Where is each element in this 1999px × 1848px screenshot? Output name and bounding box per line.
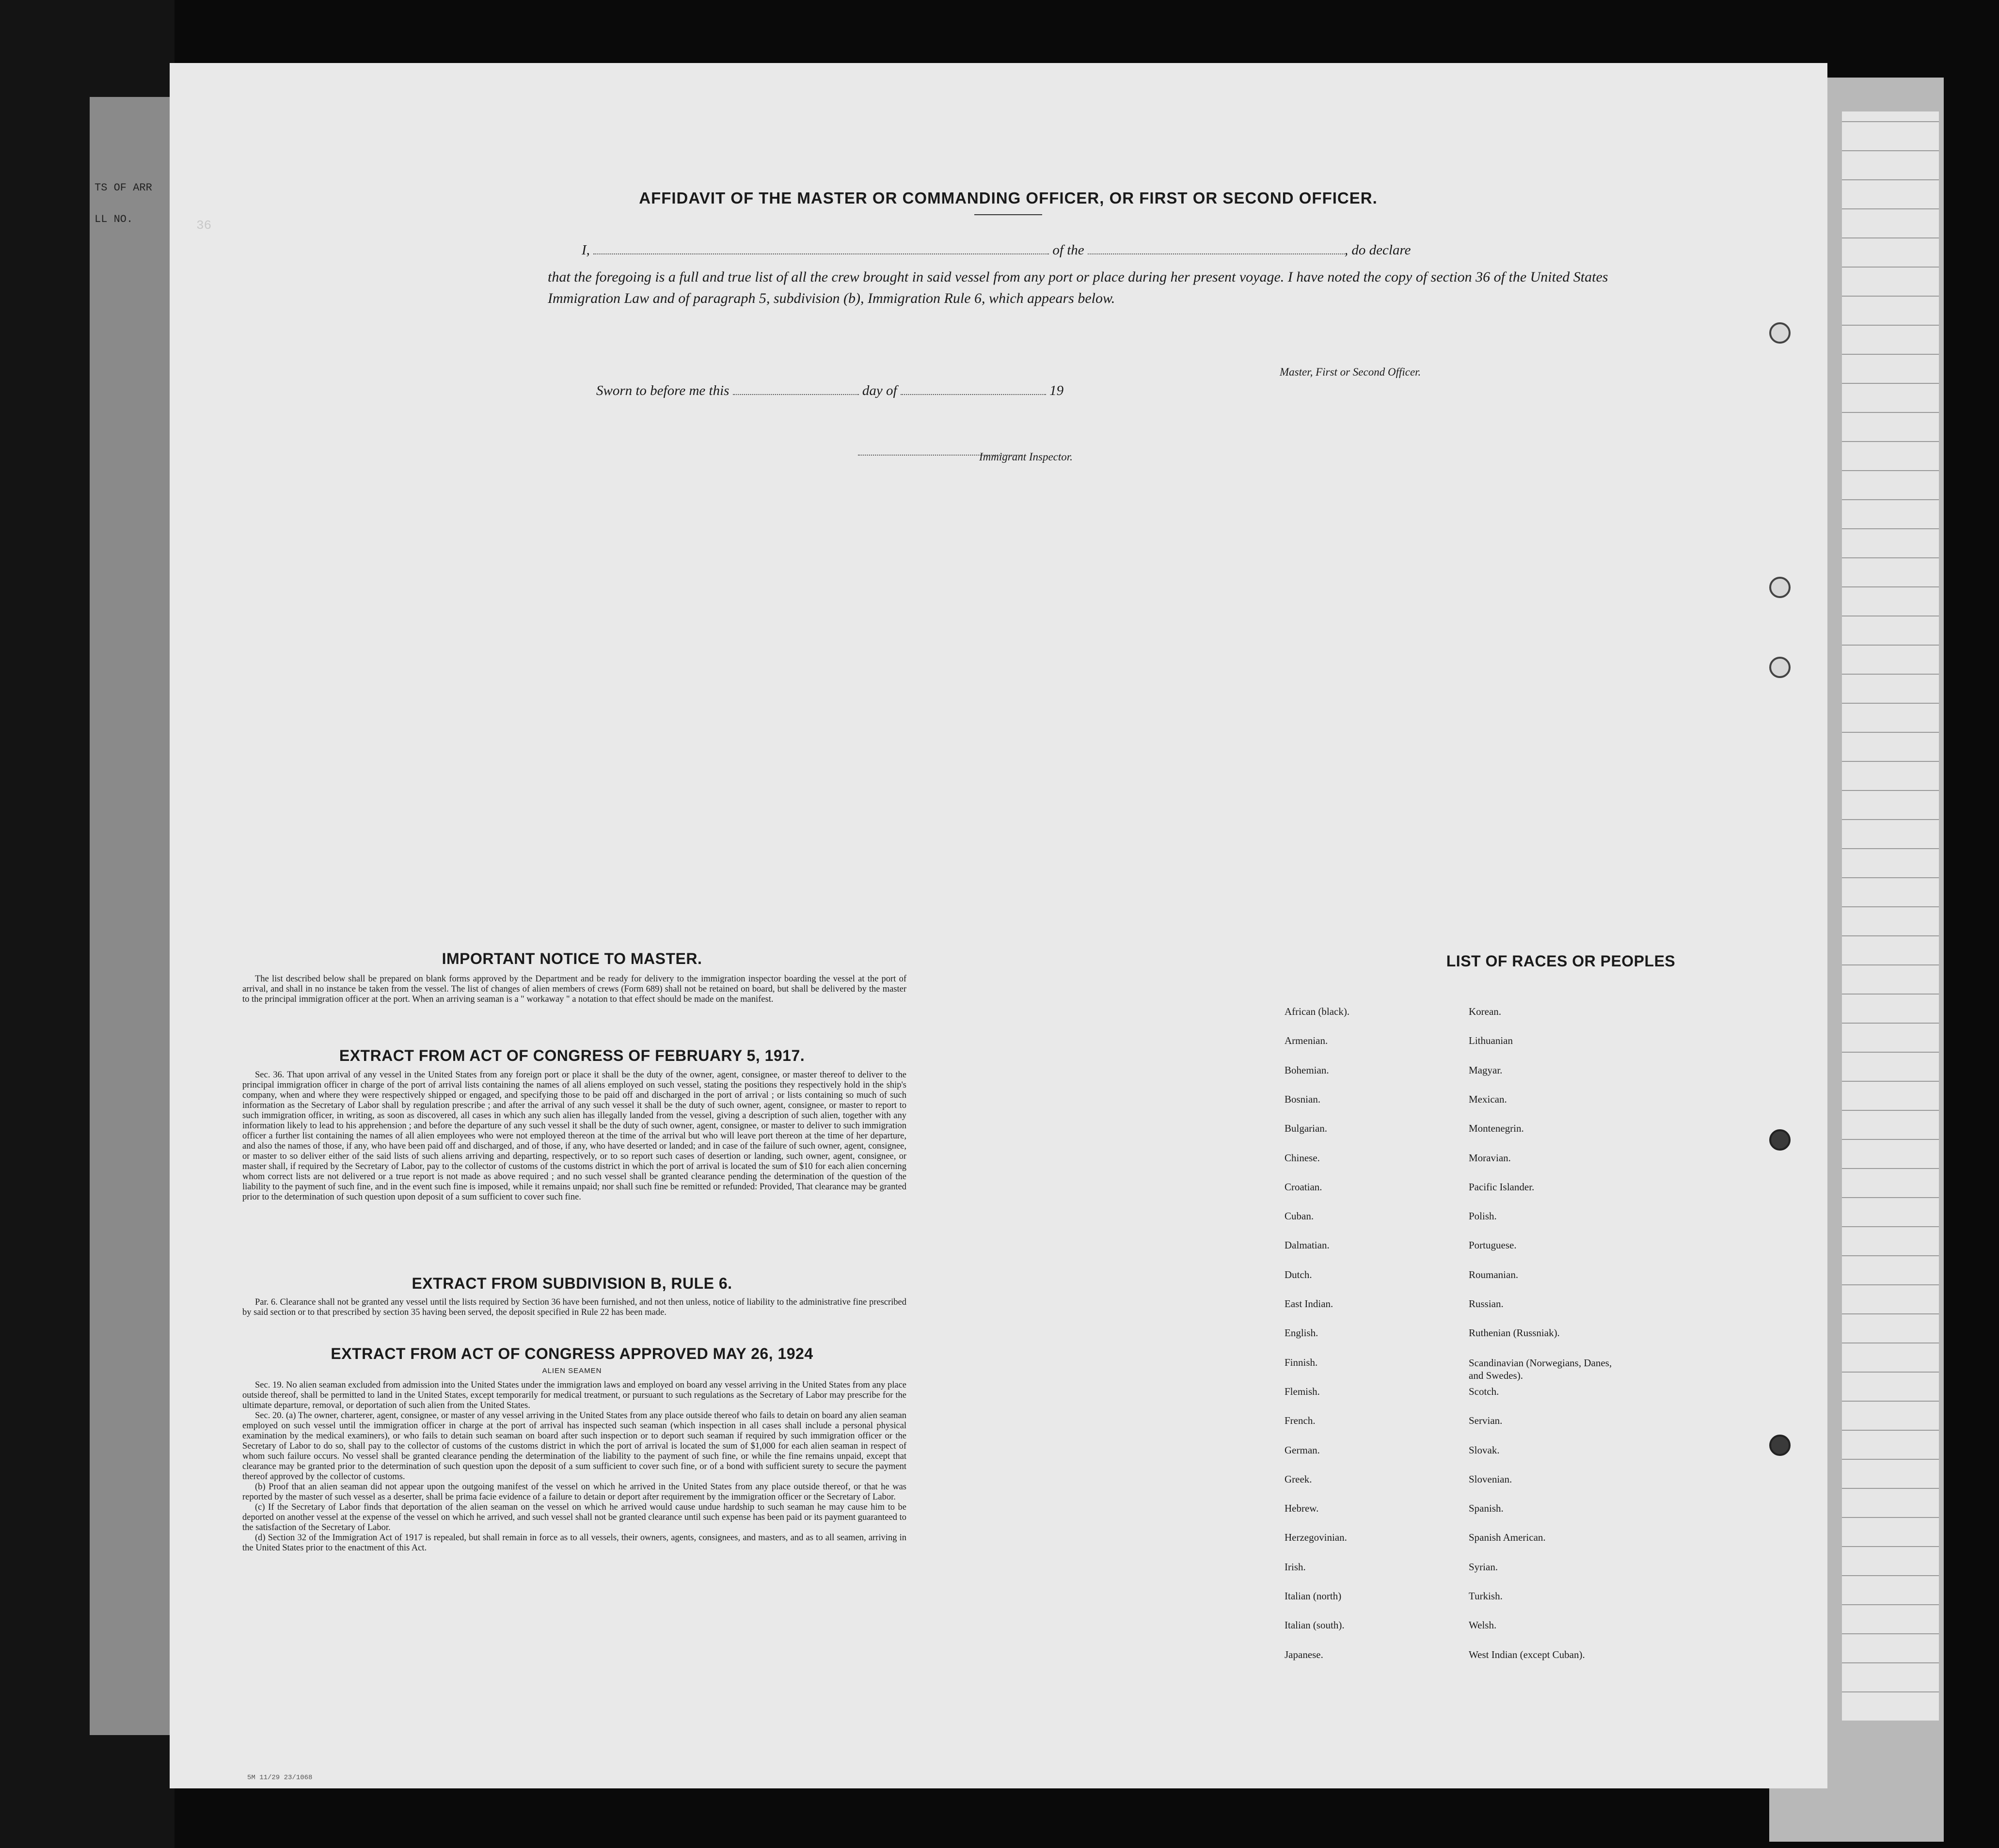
sworn-day-blank <box>733 384 859 395</box>
paragraph-6-text: Par. 6. Clearance shall not be granted any vessel until the lists required by Section 36 have been furnished, and not then unless, notice of liability to the administrative fine prescribed by said section or to that prescribed by section 35 having been served, the deposit specified in Rule 22 has been made. <box>242 1297 906 1317</box>
day-of-label: day of <box>862 383 897 398</box>
notice-paragraph: The list described below shall be prepared on blank forms approved by the Department and be ready for delivery to the immigration inspector boarding the vessel at the port of arrival, and shall in no instance be taken from the vessel. The list of changes of alien members of crews (Form 689) shall not be retained on board, but shall be delivered by the master to the principal immigration officer at the port. When an arriving seaman is a " workaway " a notation to that effect should be made on the manifest. <box>242 974 906 1004</box>
extract-1924-body <box>242 1380 906 1553</box>
section-20c-text: (c) If the Secretary of Labor finds that deportation of the alien seaman on the vessel on which he arrived would cause undue hardship to such seaman he may cause him to be deported on another vessel at the expense of the vessel on which he arrived, and such vessel shall not be granted clearance until such expense has been paid or its payment guaranteed to the satisfaction of the Secretary of Labor. <box>242 1502 906 1532</box>
race-item: Hebrew. <box>1285 1502 1319 1514</box>
race-item: Ruthenian (Russniak). <box>1469 1327 1560 1339</box>
affidavit-body: that the foregoing is a full and true list of all the crew brought in said vessel from any port or place during her present voyage. I have noted the copy of section 36 of the United States Immigration Law and of paragraph 5, subdivision (b), Immigration Rule 6, which appears below. <box>548 269 1608 306</box>
race-item: Polish. <box>1469 1210 1497 1222</box>
vessel-name-blank <box>1088 244 1345 254</box>
section-36-text: Sec. 36. That upon arrival of any vessel in the United States from any foreign port or place it shall be the duty of the owner, agent, consignee, or master thereof to deliver to the principal immigration officer in charge of the port of arrival lists containing the names of all aliens employed on such vessel, stating the positions they respectively hold in the ship's company, when and where they were respectively shipped or engaged, and specifying those to be paid off and discharged in the port of arrival ; or lists containing so much of such information as the Secretary of Labor shall by regulation prescribe ; and after the arrival of any such vessel it shall be the duty of such owner, agent, consignee, or master to report to such immigration officer, in writing, as soon as discovered, all cases in which any such alien has illegally landed from the vessel, giving a description of such alien, together with any information likely to lead to his apprehension ; and before the departure of any such vessel it shall be the duty of such owner, agent, consignee, or master to deliver to such immigration officer a further list containing the names of all alien employees who were not employed thereon at the time of the arrival but who will leave port thereon at the time of her departure, and also the names of those, if any, who have been paid off and discharged, and of those, if any, who have deserted or landed; and in case of the failure of such owner, agent, consignee, or master to so deliver either of the said lists of such aliens arriving and departing, respectively, or to so report such cases of desertion or landing, such owner, agent, consignee, or master shall, if required by the Secretary of Labor, pay to the collector of customs of the customs district in which the port of arrival is located the sum of $10 for each alien concerning whom correct lists are not delivered or a true report is not made as above required ; and no such vessel shall be granted clearance pending the determination of the question of the liability to the payment of such fine, and in the event such fine is imposed, while it remains unpaid; nor shall such fine be remitted or refunded: Provided, That clearance may be granted prior to the determination of such question upon deposit of a sum sufficient to cover such fine. <box>242 1070 906 1202</box>
race-item: Roumanian. <box>1469 1269 1519 1280</box>
punch-hole <box>1769 1435 1791 1456</box>
sworn-line <box>596 383 1063 399</box>
print-code: 5M 11/29 23/1068 <box>247 1774 313 1782</box>
race-item: Russian. <box>1469 1298 1504 1310</box>
ruled-back-sheet <box>1842 111 1939 1721</box>
punch-hole <box>1769 577 1791 598</box>
race-item: Slovak. <box>1469 1444 1500 1456</box>
alien-seamen-subheading: ALIEN SEAMEN <box>542 1367 602 1375</box>
rule-6-heading: EXTRACT FROM SUBDIVISION B, RULE 6. <box>412 1275 732 1292</box>
race-item: Montenegrin. <box>1469 1122 1524 1134</box>
race-item: Greek. <box>1285 1473 1312 1485</box>
declare-label: , do declare <box>1344 242 1411 258</box>
race-item: Magyar. <box>1469 1064 1503 1076</box>
race-item: Irish. <box>1285 1561 1306 1573</box>
race-item: Portuguese. <box>1469 1239 1517 1251</box>
race-item: Finnish. <box>1285 1357 1318 1368</box>
binder-fragment: TS OF ARR <box>95 182 152 194</box>
race-item: Korean. <box>1469 1006 1502 1017</box>
master-signature-label: Master, First or Second Officer. <box>1280 366 1421 378</box>
bleed-through-number: 36 <box>196 218 212 233</box>
section-19-text: Sec. 19. No alien seaman excluded from admission into the United States under the immigration laws and employed on board any vessel arriving in the United States from any place outside thereof, shall be permitted to land in the United States, except temporarily for medical treatment, or pursuant to such regulations as the Secretary of Labor may prescribe for the ultimate departure, removal, or deportation of such alien from the United States. <box>242 1380 906 1410</box>
extract-1924-heading: EXTRACT FROM ACT OF CONGRESS APPROVED MAY 26, 1924 <box>331 1345 813 1362</box>
extract-1917-heading: EXTRACT FROM ACT OF CONGRESS OF FEBRUARY 5, 1917. <box>339 1047 805 1064</box>
race-item: French. <box>1285 1415 1316 1426</box>
race-item: Italian (south). <box>1285 1619 1345 1631</box>
race-item: Dalmatian. <box>1285 1239 1330 1251</box>
race-item: Scandinavian (Norwegians, Danes, and Swedes). <box>1469 1357 1612 1381</box>
year-prefix: 19 <box>1049 383 1064 398</box>
race-item: Welsh. <box>1469 1619 1497 1631</box>
race-item: West Indian (except Cuban). <box>1469 1649 1585 1660</box>
races-heading: LIST OF RACES OR PEOPLES <box>1446 952 1676 970</box>
race-item: Bulgarian. <box>1285 1122 1328 1134</box>
race-item: Pacific Islander. <box>1469 1181 1535 1193</box>
extract-1917-body <box>242 1070 906 1202</box>
race-item: African (black). <box>1285 1006 1350 1017</box>
race-item: Scotch. <box>1469 1386 1499 1397</box>
race-item: Lithuanian <box>1469 1035 1513 1046</box>
race-item: East Indian. <box>1285 1298 1333 1310</box>
inspector-label: Immigrant Inspector. <box>979 451 1073 463</box>
section-20d-text: (d) Section 32 of the Immigration Act of 1917 is repealed, but shall remain in force as to all vessels, their owners, agents, consignees, and masters, and as to all seamen, arriving in the United States prior to the enactment of this Act. <box>242 1533 906 1553</box>
race-item: Mexican. <box>1469 1093 1507 1105</box>
of-the-label: of the <box>1052 242 1084 258</box>
race-item: English. <box>1285 1327 1318 1339</box>
race-item: Croatian. <box>1285 1181 1322 1193</box>
race-item: Bohemian. <box>1285 1064 1329 1076</box>
affidavit-declaration-line <box>582 242 1411 258</box>
race-item: Dutch. <box>1285 1269 1312 1280</box>
punch-hole <box>1769 322 1791 344</box>
rule-6-body <box>242 1297 906 1318</box>
race-item: Slovenian. <box>1469 1473 1512 1485</box>
race-item: Spanish American. <box>1469 1532 1546 1543</box>
race-item: Turkish. <box>1469 1590 1503 1602</box>
section-20b-text: (b) Proof that an alien seaman did not appear upon the outgoing manifest of the vessel on which he arrived in the United States from any place outside thereof, or that he was reported by the master of such vessel as a deserter, shall be prima facie evidence of a failure to detain or deport after requirement by the immigration officer or the Secretary of Labor. <box>242 1482 906 1502</box>
notice-heading: IMPORTANT NOTICE TO MASTER. <box>442 950 702 967</box>
section-20a-text: Sec. 20. (a) The owner, charterer, agent, consignee, or master of any vessel arriving in the United States from any place outside thereof who fails to detain on board any alien seaman employed on such vessel until the immigration officer in charge at the port of arrival has inspected such seaman (which inspection in all cases shall include a personal physical examination by the medical examiners), or who fails to detain such seaman on board after such inspection or to deport such seaman if required by such immigration officer or the Secretary of Labor to do so, shall pay to the collector of customs of the customs district in which the port of arrival is located the sum of $1,000 for each alien seaman in respect of whom such failure occurs. No vessel shall be granted clearance pending the determination of the liability to the payment of such fine, or while the fine remains unpaid, except that clearance may be granted prior to the determination of such question upon the deposit of a sum sufficient to cover such fine, or of a bond with sufficient surety to secure the payment thereof approved by the collector of customs. <box>242 1411 906 1482</box>
punch-hole <box>1769 657 1791 678</box>
document-page <box>170 63 1827 1788</box>
race-item: Bosnian. <box>1285 1093 1321 1105</box>
race-item: German. <box>1285 1444 1320 1456</box>
punch-hole <box>1769 1129 1791 1151</box>
race-item: Servian. <box>1469 1415 1503 1426</box>
sworn-label: Sworn to before me this <box>596 383 730 398</box>
race-item: Italian (north) <box>1285 1590 1342 1602</box>
race-item: Japanese. <box>1285 1649 1323 1660</box>
affidavit-title: AFFIDAVIT OF THE MASTER OR COMMANDING OFFICER, OR FIRST OR SECOND OFFICER. <box>639 189 1378 207</box>
master-name-blank <box>593 244 1049 254</box>
race-item: Syrian. <box>1469 1561 1498 1573</box>
affidavit-i-label: I, <box>582 242 590 258</box>
race-item: Moravian. <box>1469 1152 1511 1164</box>
notice-body <box>242 974 906 1005</box>
race-item: Cuban. <box>1285 1210 1314 1222</box>
binder-fragment: LL NO. <box>95 213 133 225</box>
race-item: Chinese. <box>1285 1152 1320 1164</box>
race-item: Armenian. <box>1285 1035 1328 1046</box>
race-item: Spanish. <box>1469 1502 1504 1514</box>
sworn-month-blank <box>901 384 1046 395</box>
race-item: Herzegovinian. <box>1285 1532 1347 1543</box>
race-item: Flemish. <box>1285 1386 1320 1397</box>
title-divider <box>974 214 1042 215</box>
